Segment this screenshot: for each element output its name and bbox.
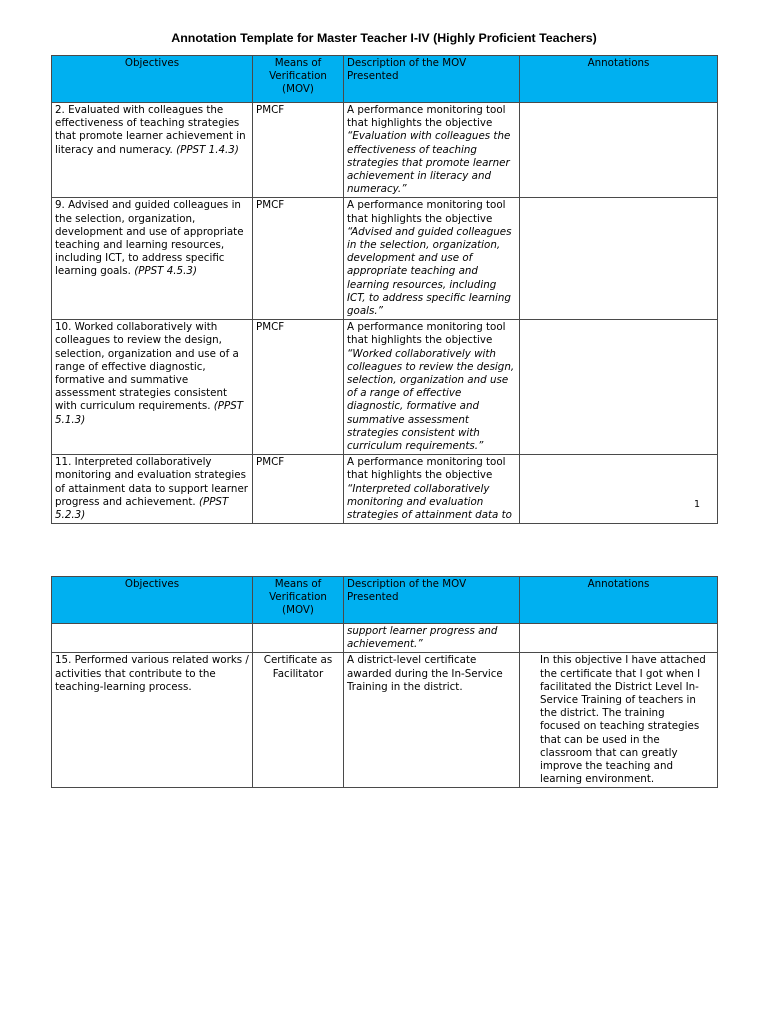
mov-cell [253, 624, 344, 653]
table-row [52, 103, 718, 198]
description-cell: A performance monitoring tool that highlights the objective “Worked collaboratively with colleagues to review the design, selection, organization and use of a range of effective diagnostic, formative and summative assessment strategies consistent with curriculum requirements.” [344, 320, 520, 455]
annotation-cell[interactable] [520, 198, 718, 320]
mov-cell: PMCF [253, 455, 344, 524]
header-description: Description of the MOV Presented [344, 577, 520, 624]
description-cell: support learner progress and achievement.” [344, 624, 520, 653]
annotation-cell[interactable] [520, 624, 718, 653]
header-annotations: Annotations [520, 577, 718, 624]
objective-cell [52, 624, 253, 653]
header-annotations: Annotations [520, 56, 718, 103]
table-row [52, 320, 718, 455]
annotation-cell[interactable] [520, 320, 718, 455]
annotation-cell[interactable] [520, 455, 718, 524]
mov-cell: PMCF [253, 198, 344, 320]
document-title: Annotation Template for Master Teacher I-IV (Highly Proficient Teachers) [171, 31, 597, 45]
mov-cell: PMCF [253, 320, 344, 455]
header-mov: Means of Verification (MOV) [253, 56, 344, 103]
continuation-row [52, 624, 718, 653]
table-row [52, 455, 718, 524]
objective-cell: 10. Worked collaboratively with colleagues to review the design, selection, organization and use of a range of effective diagnostic, formative and summative assessment strategies consistent with curriculum requirements. (PPST 5.1.3) [52, 320, 253, 455]
mov-cell: Certificate as Facilitator [253, 653, 344, 788]
header-objectives: Objectives [52, 577, 253, 624]
description-cell: A performance monitoring tool that highlights the objective “Evaluation with colleagues the effectiveness of teaching strategies that promote learner achievement in literacy and numeracy.” [344, 103, 520, 198]
header-objectives: Objectives [52, 56, 253, 103]
objective-cell: 15. Performed various related works / activities that contribute to the teaching-learning process. [52, 653, 253, 788]
table-row [52, 653, 718, 788]
annotation-cell[interactable] [520, 103, 718, 198]
objective-cell: 2. Evaluated with colleagues the effectiveness of teaching strategies that promote learner achievement in literacy and numeracy. (PPST 1.4.3) [52, 103, 253, 198]
objective-cell: 11. Interpreted collaboratively monitoring and evaluation strategies of attainment data to support learner progress and achievement. (PPST 5.2.3) [52, 455, 253, 524]
header-mov: Means of Verification (MOV) [253, 577, 344, 624]
description-cell: A performance monitoring tool that highlights the objective “Advised and guided colleagues in the selection, organization, development and use of appropriate teaching and learning resources, including ICT, to address specific learning goals.” [344, 198, 520, 320]
header-row [52, 56, 718, 103]
mov-cell: PMCF [253, 103, 344, 198]
annotation-table-page-1 [51, 55, 718, 524]
annotation-table-page-2 [51, 576, 718, 788]
description-cell: A district-level certificate awarded during the In-Service Training in the district. [344, 653, 520, 788]
description-cell: A performance monitoring tool that highlights the objective “Interpreted collaboratively monitoring and evaluation strategies of attainment data to [344, 455, 520, 524]
header-description: Description of the MOV Presented [344, 56, 520, 103]
annotation-cell[interactable]: In this objective I have attached the certificate that I got when I facilitated the District Level In-Service Training of teachers in the district. The training focused on teaching strategies that can be used in the classroom that can greatly improve the teaching and learning environment. [520, 653, 718, 788]
table-row [52, 198, 718, 320]
objective-cell: 9. Advised and guided colleagues in the selection, organization, development and use of appropriate teaching and learning resources, including ICT, to address specific learning goals. (PPST 4.5.3) [52, 198, 253, 320]
page-number: 1 [694, 499, 701, 510]
header-row [52, 577, 718, 624]
